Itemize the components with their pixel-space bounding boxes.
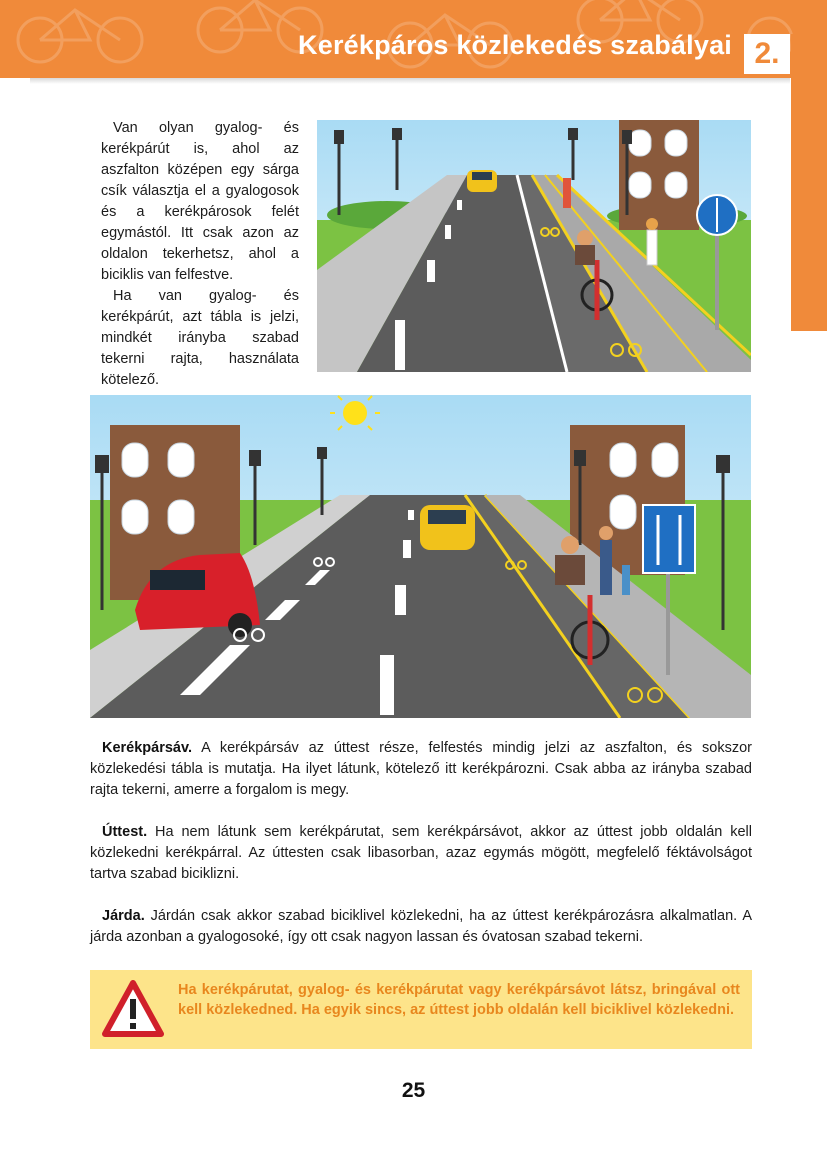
intro-paragraph-1: Van olyan gyalog- és kerékpárút is, ahol az aszfalton középen egy sárga csík választja el a gyalogosok és a kerékpárosok felét egymástól. Itt csak azon az oldalon tekerhetsz, ahol a biciklis van felfestve. (101, 120, 299, 283)
section-text: A kerékpársáv az úttest része, felfestés mindig jelzi az aszfalton, és sokszor közlekedési tábla is mutatja. Ha ilyet látunk, kötelező itt kerékpározni. Csak abba az irányba szabad rajta tekerni, amerre a forgalom is megy. (90, 740, 752, 798)
header-shadow (30, 78, 790, 84)
chapter-number: 2. (754, 37, 780, 70)
illustration-bike-path (317, 120, 751, 372)
section-text: Ha nem látunk sem kerékpárutat, sem kerékpársávot, akkor az úttest jobb oldalán kell közlekedni kerékpárral. Az úttesten csak libasorban, azaz egymás mögött, megfelelő féktávolságot tartva szabad biciklizni. (90, 824, 752, 882)
section-term: Úttest. (102, 824, 148, 840)
section-text: Járdán csak akkor szabad biciklivel közlekedni, ha az úttest kerékpározásra alkalmatlan. A járda azonban a gyalogosoké, így ott csak nagyon lassan és óvatosan szabad tekerni. (90, 908, 752, 945)
section-term: Járda. (102, 908, 145, 924)
section-term: Kerékpársáv. (102, 740, 193, 756)
chapter-title: Kerékpáros közlekedés szabályai (298, 30, 732, 60)
warning-triangle-icon (102, 980, 164, 1038)
warning-box (90, 970, 752, 1049)
section-bike-lane (90, 738, 752, 801)
intro-text (101, 118, 299, 391)
illustration-bike-lane (90, 395, 751, 718)
page-number: 25 (401, 1079, 426, 1102)
chapter-number-box (744, 34, 790, 74)
section-roadway (90, 822, 752, 885)
chapter-header (0, 0, 827, 78)
section-sidewalk (90, 906, 752, 948)
chapter-side-tab (791, 34, 827, 331)
intro-paragraph-2: Ha van gyalog- és kerékpárút, azt tábla is jelzi, mindkét irányba szabad tekerni rajta, használata kötelező. (101, 288, 299, 388)
warning-text: Ha kerékpárutat, gyalog- és kerékpárutat vagy kerékpársávot látsz, bringával ott kell közlekedned. Ha egyik sincs, az úttest jobb oldalán kell biciklivel közlekedni. (178, 982, 740, 1018)
